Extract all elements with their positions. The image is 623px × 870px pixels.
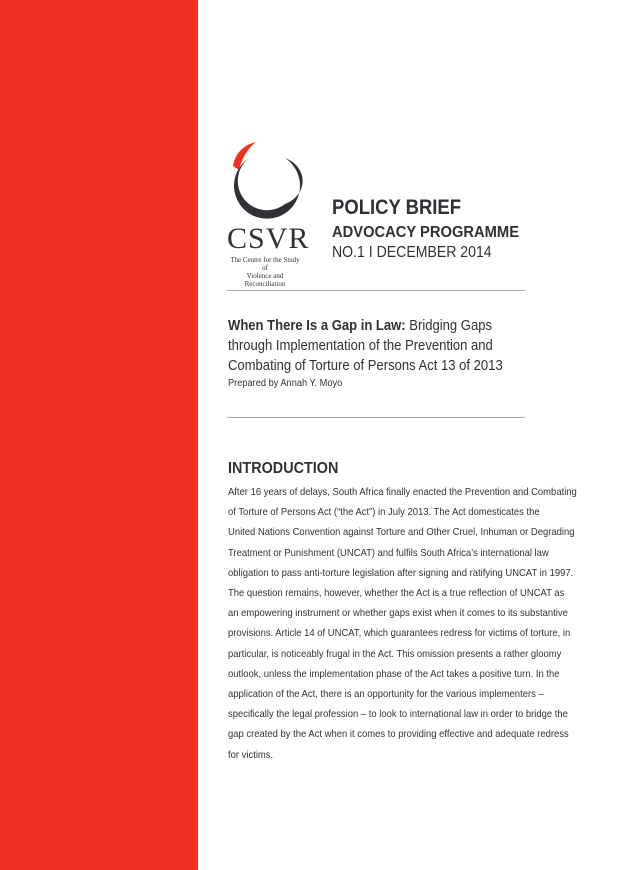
body-line: application of the Act, there is an opportunity for the various implementers – xyxy=(228,688,544,701)
body-line: for victims. xyxy=(228,748,274,761)
body-line: provisions. Article 14 of UNCAT, which guarantees redress for victims of torture, in xyxy=(228,627,571,640)
brief-header xyxy=(332,196,572,263)
body-line: obligation to pass anti-torture legislation after signing and ratifying UNCAT in 1997. xyxy=(228,566,574,579)
body-line: particular, is noticeably frugal in the Act. This omission presents a rather gloomy xyxy=(228,647,562,660)
logo-tagline-line: Violence and Reconciliation xyxy=(244,272,286,288)
brief-title xyxy=(228,316,538,376)
author-line: Prepared by Annah Y. Moyo xyxy=(228,377,343,389)
body-line: an empowering instrument or whether gaps exist when it comes to its substantive xyxy=(228,607,568,620)
title-bold: When There Is a Gap in Law: xyxy=(228,318,406,334)
body-line: gap created by the Act when it comes to providing effective and adequate redress xyxy=(228,728,569,741)
divider xyxy=(227,290,525,291)
section-heading: INTRODUCTION xyxy=(228,460,339,477)
body-line: After 16 years of delays, South Africa finally enacted the Prevention and Combating xyxy=(228,486,577,498)
crescent-logo-icon xyxy=(227,140,303,224)
divider xyxy=(227,417,525,418)
introduction-body xyxy=(228,482,613,765)
body-line: outlook, unless the implementation phase of the Act takes a positive turn. In the xyxy=(228,667,560,680)
body-line: United Nations Convention against Torture and Other Cruel, Inhuman or Degrading xyxy=(228,526,575,539)
logo-tagline-line: The Centre for the Study of xyxy=(230,256,300,272)
issue-number: NO.1 I DECEMBER 2014 xyxy=(332,244,492,261)
body-line: The question remains, however, whether the Act is a true reflection of UNCAT as xyxy=(228,587,565,600)
title-rest: Bridging Gaps through Implementation of the Prevention and Combating of Torture of Persons Act 13 of 2013 xyxy=(228,318,503,374)
logo-tagline xyxy=(227,256,303,288)
logo-wordmark: CSVR xyxy=(227,222,310,255)
csvr-logo xyxy=(227,140,310,288)
doc-type-title: POLICY BRIEF xyxy=(332,196,462,219)
body-line: Treatment or Punishment (UNCAT) and fulfils South Africa’s international law xyxy=(228,546,549,559)
body-line: specifically the legal profession – to look to international law in order to bridge the xyxy=(228,708,568,721)
body-line: of Torture of Persons Act (“the Act”) in July 2013. The Act domesticates the xyxy=(228,506,540,519)
red-sidebar xyxy=(0,0,198,870)
programme-name: ADVOCACY PROGRAMME xyxy=(332,224,520,241)
